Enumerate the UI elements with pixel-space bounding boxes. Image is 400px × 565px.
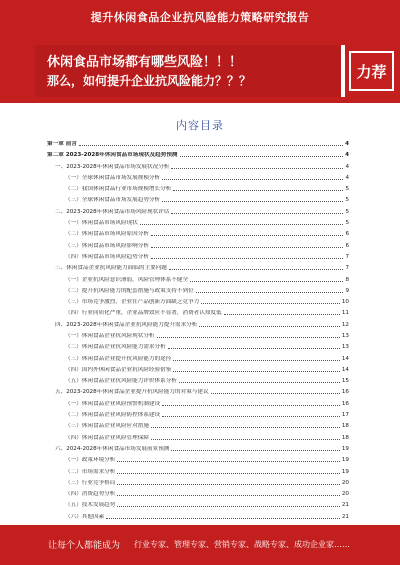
footer-slogan: 让每个人都能成为 — [48, 541, 121, 551]
toc-dot-leader — [179, 382, 340, 383]
toc-entry[interactable] — [47, 411, 349, 419]
toc-dot-leader — [117, 506, 340, 507]
toc-entry-page: 21 — [341, 502, 349, 509]
toc-entry-title: （一）全球休闲食品市场发展规模分析 — [65, 174, 161, 181]
toc-entry-page: 7 — [345, 265, 349, 272]
recommend-badge: 力荐 — [349, 51, 394, 91]
toc-dot-leader — [224, 314, 340, 315]
toc-dot-leader — [162, 416, 340, 417]
toc-dot-leader — [173, 371, 340, 372]
toc-entry-title: （三）休闲食品企业风险应对措施 — [65, 423, 149, 430]
toc-entry-title: （五）休闲食品企业抗风险能力评价体系分析 — [65, 378, 177, 385]
toc-entry-page: 20 — [341, 479, 349, 486]
toc-entry[interactable] — [47, 422, 349, 430]
toc-entry-page: 21 — [341, 513, 349, 520]
toc-entry-title: （一）企业抗风险意识薄弱，风险管理体系不健全 — [65, 276, 189, 283]
toc-dot-leader — [117, 484, 340, 485]
toc-entry-title: 第一章 前言 — [47, 141, 77, 147]
toc-entry[interactable] — [47, 479, 349, 487]
toc-entry[interactable] — [47, 309, 349, 317]
toc-entry-title: （一）休闲食品企业风险预警机制建设 — [65, 400, 161, 407]
toc-dot-leader — [173, 190, 343, 191]
toc-entry[interactable] — [47, 140, 349, 148]
toc-entry-page: 12 — [341, 321, 349, 328]
toc-entry-title: （四）国内外休闲食品企业抗风险经验借鉴 — [65, 366, 172, 373]
toc-entry-title: （五）技术发展趋势 — [65, 502, 116, 509]
toc-entry-title: 三、休闲食品企业抗风险能力面临的主要问题 — [55, 265, 167, 272]
toc-dot-leader — [190, 281, 343, 282]
toc-dot-leader — [162, 179, 343, 180]
toc-entry-title: （三）行业竞争格局 — [65, 479, 116, 486]
toc-dot-leader — [199, 326, 340, 327]
toc-entry-title: 六、2024-2028年休闲食品市场发展前景预测 — [55, 445, 170, 452]
toc-entry[interactable] — [47, 490, 349, 498]
toc-entry-page: 10 — [341, 299, 349, 306]
toc-entry-page: 17 — [341, 412, 349, 419]
toc-entry-title: （四）消费趋势分析 — [65, 491, 116, 498]
toc-entry-title: （一）休闲食品企业抗风险现状分析 — [65, 333, 155, 339]
toc-entry[interactable] — [47, 513, 349, 521]
toc-entry-title: （二）休闲食品企业抗风险能力需求分析 — [65, 344, 166, 351]
toc-entry-page: 5 — [345, 197, 349, 204]
toc-entry[interactable] — [47, 264, 349, 272]
toc-entry-title: （六）其他因素 — [65, 513, 105, 520]
toc-entry-title: （二）市场需求分析 — [65, 468, 116, 475]
toc-dot-leader — [196, 292, 344, 293]
toc-entry-page: 19 — [341, 445, 349, 452]
toc-entry-page: 20 — [341, 491, 349, 498]
toc-entry-title: （三）休闲食品企业提升抗风险能力的途径 — [65, 355, 172, 362]
bottom-banner — [0, 525, 400, 565]
toc-entry-title: （三）休闲食品市场风险影响分析 — [65, 242, 149, 249]
toc-entry-page: 4 — [345, 152, 349, 159]
toc-entry-title: （二）休闲食品企业风险防控体系建设 — [65, 412, 161, 419]
toc-entry[interactable] — [47, 445, 349, 453]
top-banner — [0, 0, 400, 33]
toc-entry[interactable] — [47, 456, 349, 464]
toc-entry-title: （三）全球休闲食品市场发展趋势分析 — [65, 197, 161, 204]
toc-dot-leader — [106, 518, 340, 519]
toc-entry-page: 16 — [341, 389, 349, 396]
toc-entry[interactable] — [47, 163, 349, 171]
toc-dot-leader — [151, 427, 340, 428]
toc-entry[interactable] — [47, 287, 349, 295]
toc-entry[interactable] — [47, 196, 349, 204]
toc-dot-leader — [151, 439, 340, 440]
toc-entry-page: 19 — [341, 468, 349, 475]
toc-dot-leader — [151, 235, 344, 236]
toc-entry[interactable] — [47, 276, 349, 284]
hero-banner — [0, 33, 400, 103]
toc-entry-page: 18 — [341, 423, 349, 430]
footer-roles: 行业专家、管理专家、营销专家、战略专家、成功企业家…… — [134, 540, 350, 549]
toc-entry-page: 18 — [341, 434, 349, 441]
toc-dot-leader — [171, 168, 343, 169]
toc-entry[interactable] — [47, 174, 349, 182]
toc-dot-leader — [201, 303, 340, 304]
toc-entry[interactable] — [47, 468, 349, 476]
toc-entry-page: 14 — [341, 366, 349, 373]
toc-entry-title: 一、2023-2028年休闲食品市场发展状况分析 — [55, 163, 170, 170]
toc-dot-leader — [79, 145, 343, 146]
toc-entry-page: 5 — [345, 220, 349, 227]
toc-entry[interactable] — [47, 253, 349, 261]
toc-dot-leader — [168, 348, 340, 349]
toc-entry[interactable] — [47, 400, 349, 408]
toc-entry-page: 4 — [345, 174, 349, 181]
toc-entry-page: 11 — [341, 310, 349, 317]
toc-entry[interactable] — [47, 434, 349, 442]
toc-entry-page: 4 — [345, 141, 349, 147]
toc-entry-page: 5 — [345, 208, 349, 215]
toc-entry-title: 五、2023-2028年休闲食品企业提升抗风险能力的对策与建议 — [55, 389, 209, 396]
toc-entry[interactable] — [47, 219, 349, 227]
toc-dot-leader — [140, 224, 344, 225]
toc-dot-leader — [173, 360, 340, 361]
toc-entry[interactable] — [47, 242, 349, 250]
toc-entry[interactable] — [47, 321, 349, 329]
toc-dot-leader — [157, 337, 340, 338]
hero-headline: 休闲食品市场都有哪些风险！！！ — [47, 55, 243, 70]
toc-dot-leader — [151, 258, 344, 259]
toc-entry[interactable] — [47, 151, 349, 159]
toc-entry-page: 9 — [345, 287, 349, 294]
toc-entry-title: （一）政策环境分析 — [65, 457, 116, 464]
toc-entry-page: 13 — [341, 333, 349, 339]
toc-dot-leader — [211, 393, 340, 394]
toc-entry-title: 四、2023-2028年休闲食品企业抗风险能力提升需求分析 — [55, 321, 198, 328]
toc-entry[interactable] — [47, 185, 349, 193]
toc-entry-title: 二、2023-2028年休闲食品市场风险现状评估 — [55, 208, 170, 215]
toc-entry[interactable] — [47, 332, 349, 340]
toc-entry[interactable] — [47, 388, 349, 396]
toc-entry-title: 第二章 2023-2028年休闲食品市场现状及趋势预测 — [47, 152, 178, 159]
toc-entry-title: （三）市场竞争激烈，企业在产品创新方面缺乏竞争力 — [65, 299, 200, 306]
toc-entry-page: 14 — [341, 355, 349, 362]
toc-entry-page: 6 — [345, 242, 349, 249]
toc-entry[interactable] — [47, 366, 349, 374]
toc-entry[interactable] — [47, 298, 349, 306]
toc-entry-page: 13 — [341, 344, 349, 351]
toc-entry-title: （四）行业同质化严重，企业品牌效应不显著，消费者认知度低 — [65, 310, 222, 317]
toc-entry-page: 6 — [345, 231, 349, 238]
toc-entry-title: （二）我国休闲食品行业市场规模增长分析 — [65, 186, 172, 193]
toc-entry-page: 16 — [341, 400, 349, 407]
toc-entry-title: （四）休闲食品市场风险趋势分析 — [65, 253, 149, 260]
toc-entry[interactable] — [47, 355, 349, 363]
toc-dot-leader — [171, 450, 339, 451]
toc-entry-title: （四）休闲食品企业风险管理保障 — [65, 434, 149, 441]
toc-entry-title: （二）休闲食品市场风险原因分析 — [65, 231, 149, 238]
toc-entry[interactable] — [47, 377, 349, 385]
toc-entry-page: 15 — [341, 378, 349, 385]
toc-dot-leader — [117, 461, 340, 462]
report-title: 提升休闲食品企业抗风险能力策略研究报告 — [90, 10, 310, 24]
toc-entry-title: （一）休闲食品市场风险现状 — [65, 220, 138, 227]
toc-dot-leader — [180, 156, 344, 157]
toc-entry-page: 4 — [345, 163, 349, 170]
toc-title: 内容目录 — [176, 119, 224, 132]
hero-text-box — [35, 45, 345, 97]
toc-entry-page: 19 — [341, 457, 349, 464]
toc-entry[interactable] — [47, 501, 349, 509]
toc-dot-leader — [169, 269, 344, 270]
toc-entry[interactable] — [47, 230, 349, 238]
toc-dot-leader — [117, 473, 340, 474]
toc-entry-page: 7 — [345, 253, 349, 260]
toc-entry-title: （二）提升抗风险能力的配套措施与政策支持不到位 — [65, 287, 194, 294]
toc-dot-leader — [151, 247, 344, 248]
table-of-contents — [47, 140, 349, 524]
toc-dot-leader — [162, 405, 340, 406]
toc-entry-page: 8 — [345, 276, 349, 283]
toc-entry-page: 5 — [345, 186, 349, 193]
toc-dot-leader — [171, 213, 343, 214]
toc-dot-leader — [117, 495, 340, 496]
toc-entry[interactable] — [47, 343, 349, 351]
toc-dot-leader — [162, 201, 343, 202]
toc-entry[interactable] — [47, 208, 349, 216]
hero-subheadline: 那么，如何提升企业抗风险能力？？？ — [47, 74, 252, 88]
